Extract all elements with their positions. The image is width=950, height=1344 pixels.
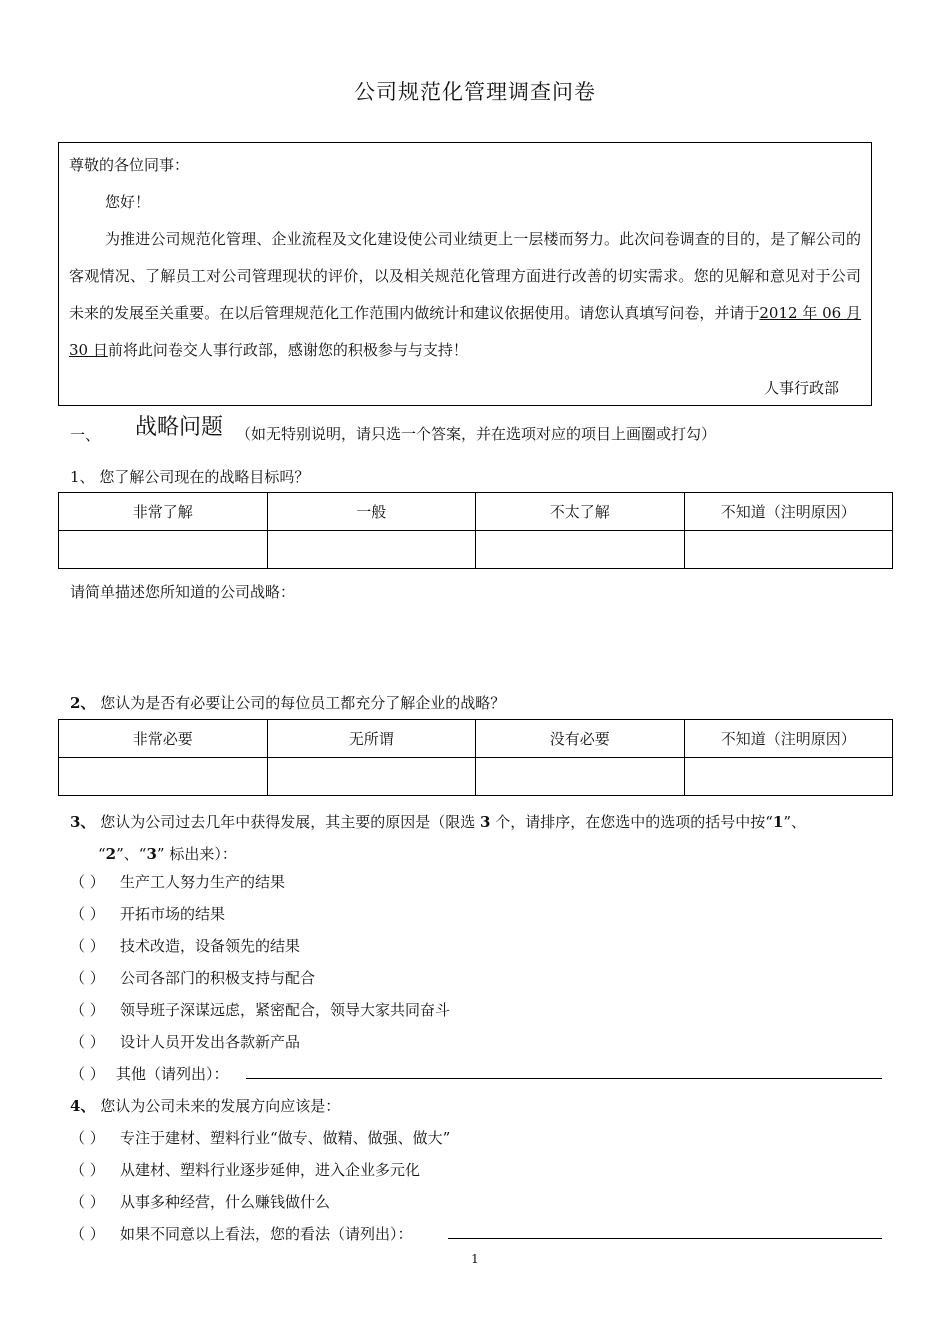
question-number: 4、 [70, 1097, 96, 1115]
q1-option: 不知道（注明原因） [684, 493, 893, 531]
notice-deadline-date: 2012 年 06 月 30 日 [69, 304, 861, 359]
answer-paren[interactable]: （ ） [70, 1129, 105, 1147]
q3-option-text: 领导班子深谋远虑，紧密配合，领导大家共同奋斗 [120, 1001, 451, 1019]
q3-option-text: 设计人员开发出各款新产品 [120, 1033, 301, 1051]
question-number: 2、 [70, 694, 96, 712]
q3-option-row [70, 999, 450, 1020]
answer-paren[interactable]: （ ） [70, 873, 105, 891]
notice-text-before-date: 为推进公司规范化管理、企业流程及文化建设使公司业绩更上一层楼而努力。此次问卷调查的目的，是了解公司的客观情况、了解员工对公司管理现状的评价，以及相关规范化管理方面进行改善的切实需求。您的见解和意见对于公司未来的发展至关重要。在以后管理规范化工作范围内做统计和建议依据使用。请您认真填写问卷，并请于 [69, 230, 861, 322]
notice-greeting: 尊敬的各位同事： [69, 156, 190, 174]
q3-other-input-line[interactable] [246, 1078, 882, 1079]
q2-option: 非常必要 [59, 720, 268, 758]
q3-rank-1: 1 [772, 813, 784, 831]
section-title: 战略问题 [135, 415, 224, 440]
q4-other-input-line[interactable] [448, 1238, 882, 1239]
q3-option-text: 开拓市场的结果 [120, 905, 226, 923]
question-3 [70, 806, 890, 870]
q1-option: 不太了解 [476, 493, 685, 531]
answer-paren[interactable]: （ ） [70, 1193, 105, 1211]
page-title: 公司规范化管理调查问卷 [354, 80, 596, 104]
q2-answer-cell[interactable] [59, 758, 268, 796]
q4-option-row [70, 1191, 330, 1212]
question-text: 个，请排序，在您选中的选项的括号中按“ [490, 813, 773, 831]
q2-answer-cell[interactable] [267, 758, 476, 796]
question-text: 您认为公司过去几年中获得发展，其主要的原因是（限选 [100, 813, 480, 831]
q4-option-row [70, 1159, 420, 1180]
q3-other-label: 其他（请列出）： [116, 1065, 229, 1083]
q4-option-text: 专注于建材、塑料行业“做专、做精、做强、做大” [120, 1129, 451, 1147]
notice-hello: 您好！ [105, 193, 151, 211]
answer-paren[interactable]: （ ） [70, 1001, 105, 1019]
q2-option: 不知道（注明原因） [684, 720, 893, 758]
q3-option-row [70, 967, 315, 988]
notice-box [58, 142, 872, 406]
question-text: ” 标出来）： [156, 845, 237, 863]
q3-option-text: 公司各部门的积极支持与配合 [120, 969, 316, 987]
q4-option-row [70, 1127, 450, 1148]
q2-option-table [58, 719, 893, 796]
question-text: 您认为公司未来的发展方向应该是： [100, 1097, 341, 1115]
answer-paren[interactable]: （ ） [70, 1161, 105, 1179]
q1-followup: 请简单描述您所知道的公司战略： [70, 583, 296, 601]
q3-rank-3: 3 [146, 845, 157, 863]
q3-rank-2: 2 [105, 845, 117, 863]
q1-answer-cell[interactable] [476, 531, 685, 569]
q1-option: 非常了解 [59, 493, 268, 531]
question-text: 您了解公司现在的战略目标吗？ [99, 468, 310, 486]
question-4 [70, 1095, 340, 1116]
q1-answer-cell[interactable] [59, 531, 268, 569]
page-number: 1 [471, 1252, 479, 1266]
q3-option-text: 技术改造，设备领先的结果 [120, 937, 301, 955]
q3-option-row [70, 903, 225, 924]
q2-option: 无所谓 [267, 720, 476, 758]
section-note: （如无特别说明，请只选一个答案，并在选项对应的项目上画圈或打勾） [236, 425, 717, 443]
question-text: ”、“ [116, 845, 147, 863]
q4-option-text: 从建材、塑料行业逐步延伸，进入企业多元化 [120, 1161, 421, 1179]
question-1 [70, 466, 309, 487]
q3-option-row [70, 1031, 300, 1052]
q3-limit: 3 [480, 813, 491, 831]
q2-answer-cell[interactable] [684, 758, 893, 796]
answer-paren[interactable]: （ ） [70, 905, 105, 923]
q3-option-text: 生产工人努力生产的结果 [120, 873, 286, 891]
q4-option-row [70, 1223, 413, 1244]
q4-other-label: 如果不同意以上看法，您的看法（请列出）： [120, 1225, 413, 1243]
notice-signature: 人事行政部 [763, 379, 839, 397]
answer-paren[interactable]: （ ） [70, 1033, 105, 1051]
q2-answer-cell[interactable] [476, 758, 685, 796]
answer-paren[interactable]: （ ） [70, 937, 105, 955]
answer-paren[interactable]: （ ） [70, 1225, 105, 1243]
q1-answer-cell[interactable] [267, 531, 476, 569]
q1-option-table [58, 492, 893, 569]
q3-option-row [70, 871, 285, 892]
notice-paragraph [69, 221, 861, 369]
question-number: 3、 [70, 813, 96, 831]
question-2 [70, 692, 505, 713]
q1-option: 一般 [267, 493, 476, 531]
section-number: 一、 [70, 426, 101, 444]
notice-text-after-date: 前将此问卷交人事行政部，感谢您的积极参与与支持！ [107, 341, 468, 359]
question-text: 您认为是否有必要让公司的每位员工都充分了解企业的战略？ [100, 694, 506, 712]
q3-option-row [70, 935, 300, 956]
answer-paren[interactable]: （ ） [70, 969, 105, 987]
question-number: 1、 [70, 468, 95, 486]
q2-option: 没有必要 [476, 720, 685, 758]
answer-paren[interactable]: （ ） [70, 1065, 105, 1083]
q3-option-row [70, 1063, 229, 1084]
q4-option-text: 从事多种经营，什么赚钱做什么 [120, 1193, 331, 1211]
question-text: ”、 [783, 813, 806, 831]
question-text: “ [98, 845, 106, 863]
q1-answer-cell[interactable] [684, 531, 893, 569]
